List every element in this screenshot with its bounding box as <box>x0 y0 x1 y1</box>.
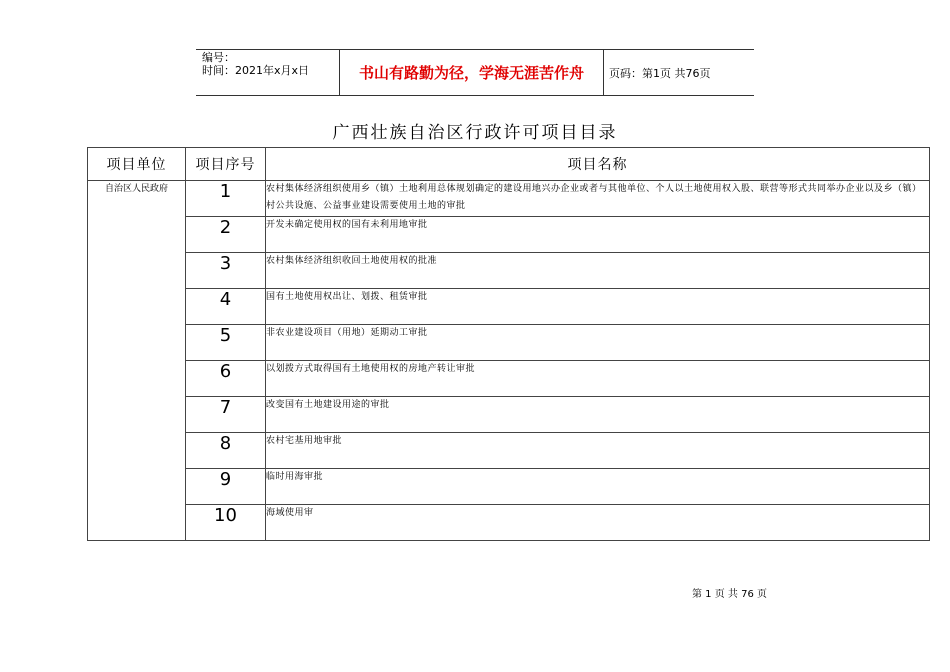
table-header-row <box>88 148 930 181</box>
project-number-cell: 3 <box>186 253 266 289</box>
project-number-cell: 4 <box>186 289 266 325</box>
table-row <box>88 397 930 433</box>
column-header-unit: 项目单位 <box>88 148 186 181</box>
project-name-cell: 农村集体经济组织使用乡（镇）土地利用总体规划确定的建设用地兴办企业或者与其他单位、个人以土地使用权入股、联营等形式共同举办企业以及乡（镇）村公共设施、公益事业建设需要使用土地的审批 <box>266 181 930 217</box>
project-name-cell: 非农业建设项目（用地）延期动工审批 <box>266 325 930 361</box>
project-number-cell: 6 <box>186 361 266 397</box>
project-name-cell: 改变国有土地建设用途的审批 <box>266 397 930 433</box>
table-row <box>88 181 930 217</box>
project-name-cell: 农村集体经济组织收回土地使用权的批准 <box>266 253 930 289</box>
project-number-cell: 7 <box>186 397 266 433</box>
project-number-cell: 2 <box>186 217 266 253</box>
page-footer: 第 1 页 共 76 页 <box>692 589 767 600</box>
table-row <box>88 505 930 541</box>
project-name-cell: 开发未确定使用权的国有未利用地审批 <box>266 217 930 253</box>
table-row <box>88 217 930 253</box>
column-header-name: 项目名称 <box>266 148 930 181</box>
table-row <box>88 469 930 505</box>
project-table <box>87 147 930 541</box>
project-name-cell: 海域使用审 <box>266 505 930 541</box>
table-body <box>88 181 930 541</box>
table-row <box>88 289 930 325</box>
table-row <box>88 325 930 361</box>
document-title: 广西壮族自治区行政许可项目目录 <box>332 123 618 143</box>
project-number-cell: 5 <box>186 325 266 361</box>
project-number-cell: 9 <box>186 469 266 505</box>
project-name-cell: 农村宅基用地审批 <box>266 433 930 469</box>
project-name-cell: 临时用海审批 <box>266 469 930 505</box>
project-unit-cell: 自治区人民政府 <box>88 181 186 541</box>
header-meta <box>202 51 309 77</box>
time-label: 时间：2021年x月x日 <box>202 64 310 77</box>
table-row <box>88 253 930 289</box>
table-row <box>88 433 930 469</box>
project-name-cell: 国有土地使用权出让、划拨、租赁审批 <box>266 289 930 325</box>
header-page-info: 页码：第1页 共76页 <box>609 67 711 80</box>
page-header <box>196 49 754 96</box>
header-motto: 书山有路勤为径，学海无涯苦作舟 <box>339 49 604 95</box>
project-number-cell: 8 <box>186 433 266 469</box>
project-number-cell: 1 <box>186 181 266 217</box>
code-label: 编号： <box>202 51 235 64</box>
column-header-number: 项目序号 <box>186 148 266 181</box>
project-name-cell: 以划拨方式取得国有土地使用权的房地产转让审批 <box>266 361 930 397</box>
header-bottom-rule <box>196 95 754 96</box>
table-row <box>88 361 930 397</box>
project-number-cell: 10 <box>186 505 266 541</box>
